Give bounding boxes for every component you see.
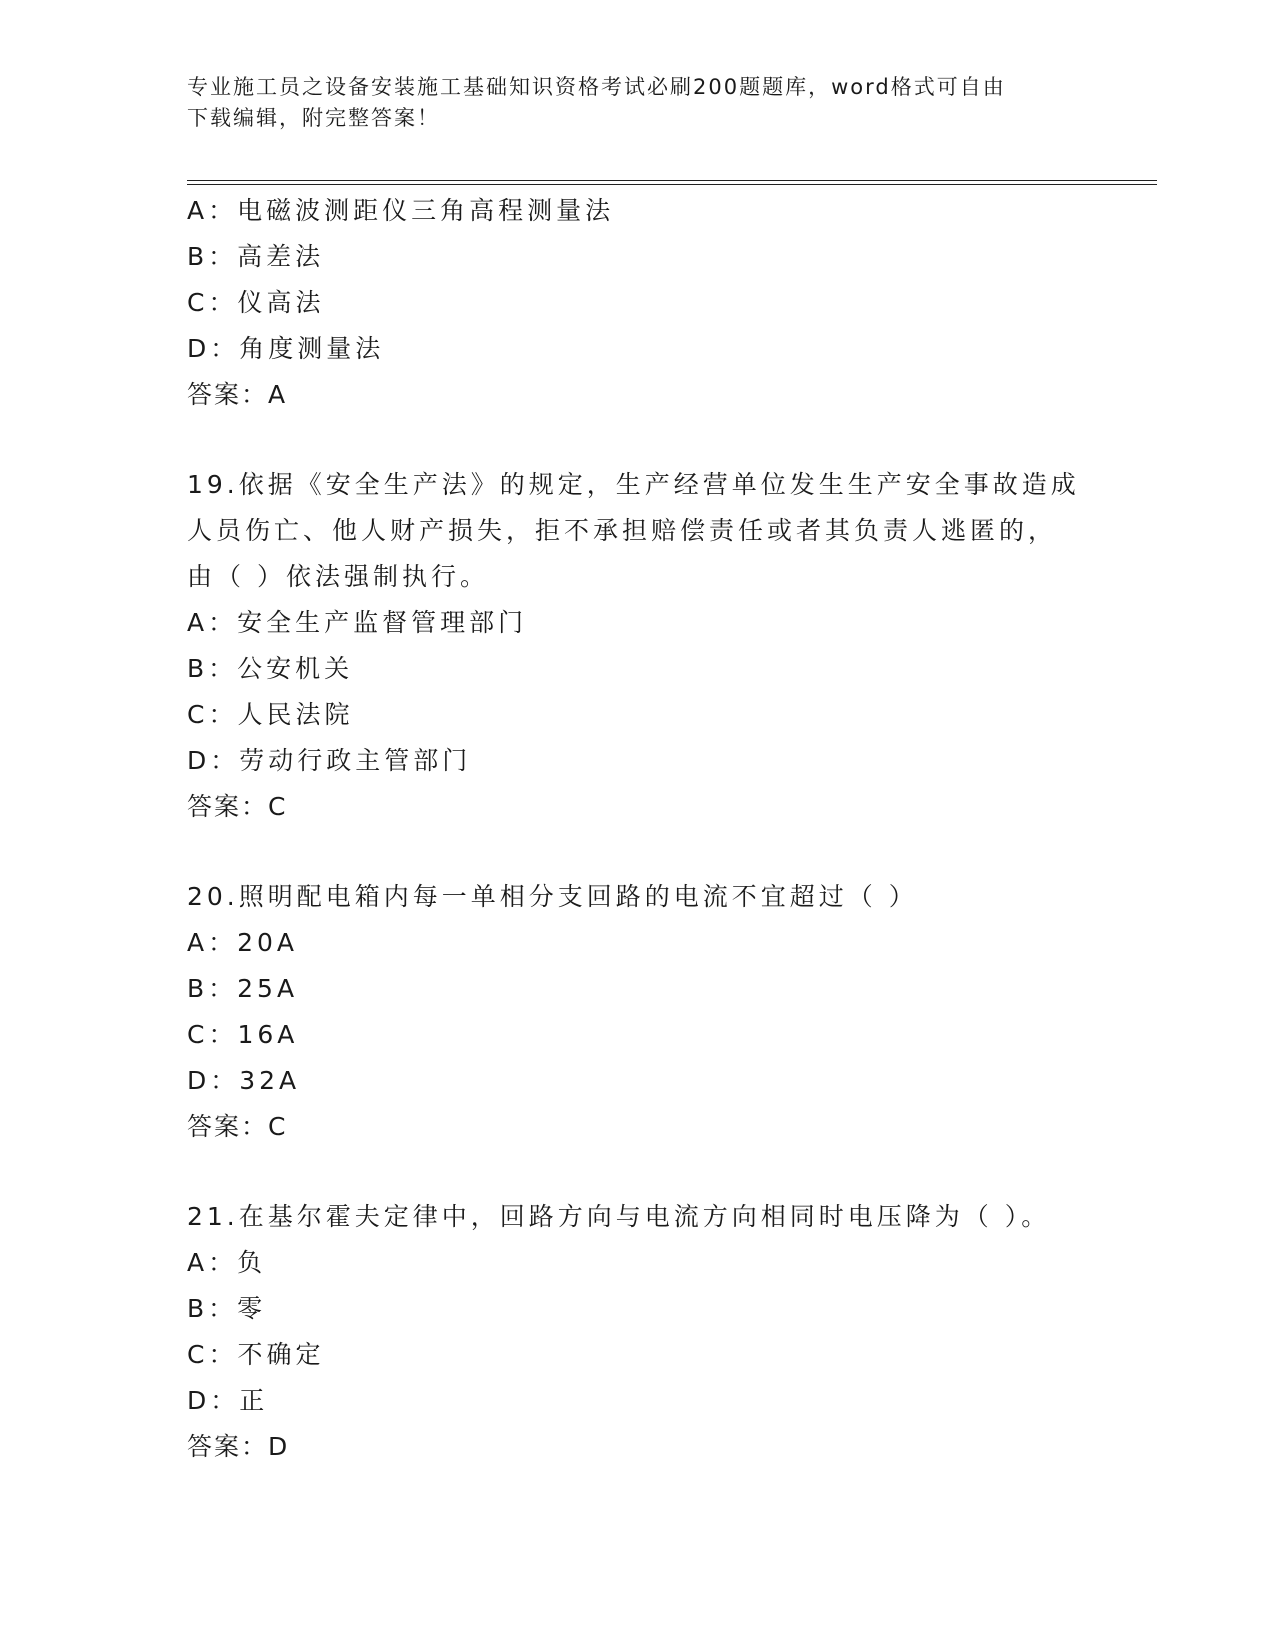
- answer: 答案：D: [187, 1432, 290, 1461]
- option-b: B：25A: [187, 974, 299, 1003]
- option-d: D：角度测量法: [187, 334, 385, 363]
- option-c: C：人民法院: [187, 700, 354, 729]
- option-a: A：20A: [187, 928, 299, 957]
- question-21: [187, 1194, 1147, 1470]
- question-content: [187, 188, 1147, 1470]
- option-c: C：仪高法: [187, 288, 325, 317]
- document-header: [187, 72, 1087, 134]
- option-d: D：劳动行政主管部门: [187, 746, 472, 775]
- option-a: A：负: [187, 1248, 267, 1277]
- question-text-line: 21.在基尔霍夫定律中，回路方向与电流方向相同时电压降为（ ）。: [187, 1202, 1051, 1231]
- question-text-line: 19.依据《安全生产法》的规定，生产经营单位发生生产安全事故造成: [187, 470, 1080, 499]
- answer: 答案：C: [187, 792, 288, 821]
- question-text-line: 由（ ）依法强制执行。: [187, 562, 489, 591]
- header-line-2: 下载编辑，附完整答案！: [187, 106, 440, 130]
- option-a: A：电磁波测距仪三角高程测量法: [187, 196, 615, 225]
- option-c: C：不确定: [187, 1340, 325, 1369]
- question-20: [187, 874, 1147, 1150]
- answer: 答案：C: [187, 1112, 288, 1141]
- question-text-line: 20.照明配电箱内每一单相分支回路的电流不宜超过（ ）: [187, 882, 918, 911]
- header-rule-bottom: [187, 184, 1157, 185]
- question-text-line: 人员伤亡、他人财产损失，拒不承担赔偿责任或者其负责人逃匿的，: [187, 516, 1058, 545]
- header-rule-top: [187, 180, 1157, 181]
- option-d: D：正: [187, 1386, 269, 1415]
- question-18: [187, 188, 1147, 418]
- option-b: B：零: [187, 1294, 267, 1323]
- option-c: C：16A: [187, 1020, 299, 1049]
- option-a: A：安全生产监督管理部门: [187, 608, 528, 637]
- question-19: [187, 462, 1147, 830]
- option-b: B：高差法: [187, 242, 325, 271]
- header-line-1: 专业施工员之设备安装施工基础知识资格考试必刷200题题库，word格式可自由: [187, 75, 1006, 99]
- option-b: B：公安机关: [187, 654, 354, 683]
- answer: 答案：A: [187, 380, 288, 409]
- option-d: D：32A: [187, 1066, 301, 1095]
